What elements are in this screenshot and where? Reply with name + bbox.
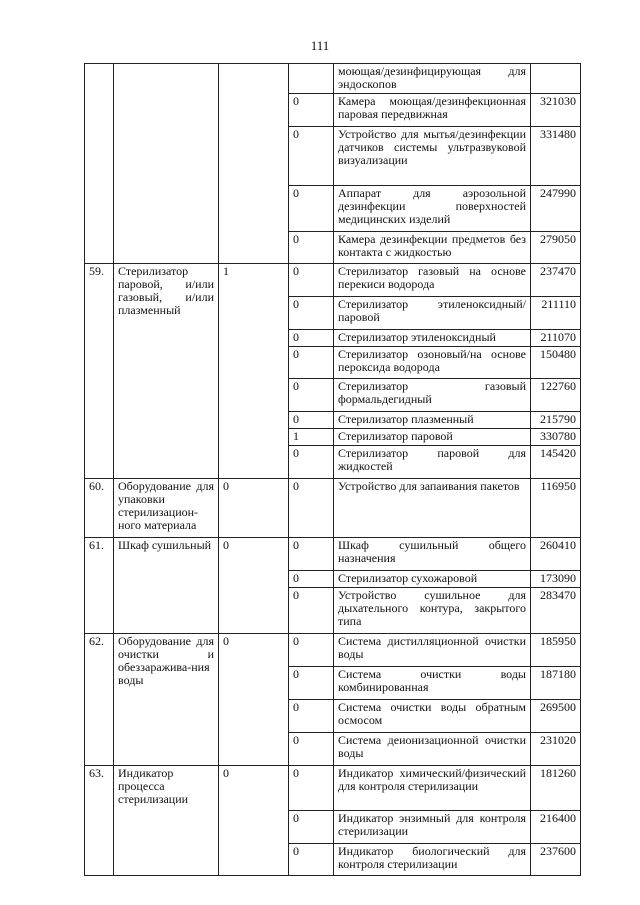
quantity-cell: 0 [289,571,334,588]
code-cell: 279050 [531,232,581,264]
row-number-cell: 60. [85,479,114,538]
equipment-name-cell [114,64,219,264]
equipment-table-body [85,64,581,876]
quantity-cell: 0 [289,94,334,127]
device-type-cell: Устройство сушильное для дыхательного контура, закрытого типа [334,588,531,634]
device-type-cell: Шкаф сушильный общего назначения [334,538,531,571]
device-type-cell: Индикатор химический/физический для контроля стерилизации [334,766,531,811]
device-type-cell: Стерилизатор этиленоксидный/паровой [334,297,531,330]
code-cell: 237470 [531,264,581,297]
code-cell: 330780 [531,429,581,446]
code-cell: 211070 [531,330,581,347]
device-type-cell: Стерилизатор газовый на основе перекиси водорода [334,264,531,297]
code-cell: 150480 [531,347,581,379]
quantity-cell: 0 [289,667,334,700]
table-row [85,634,581,667]
device-type-cell: Стерилизатор плазменный [334,412,531,429]
quantity-cell: 0 [289,347,334,379]
code-cell: 181260 [531,766,581,811]
quantity-cell: 0 [289,634,334,667]
device-type-cell: Камера дезинфекции предметов без контакта с жидкостью [334,232,531,264]
device-type-cell: Система дистилляционной очистки воды [334,634,531,667]
quantity-cell: 0 [289,379,334,412]
device-type-cell: Аппарат для аэрозольной дезинфекции поверхностей медицинских изделий [334,186,531,232]
device-type-cell: Индикатор энзимный для контроля стерилизации [334,811,531,844]
code-cell: 215790 [531,412,581,429]
table-row [85,64,581,94]
code-cell: 237600 [531,844,581,876]
row-number-cell [85,64,114,264]
code-cell: 116950 [531,479,581,538]
row-number-cell: 62. [85,634,114,766]
device-type-cell: Индикатор биологический для контроля стерилизации [334,844,531,876]
required-count-cell: 0 [219,538,289,634]
code-cell: 122760 [531,379,581,412]
quantity-cell: 0 [289,127,334,186]
table-row [85,538,581,571]
equipment-name-cell: Оборудование для упаковки стерилизацион-ного материала [114,479,219,538]
device-type-cell: Стерилизатор озоновый/на основе пероксида водорода [334,347,531,379]
page-number: 111 [310,38,330,53]
equipment-table [84,63,581,876]
code-cell: 187180 [531,667,581,700]
quantity-cell: 0 [289,588,334,634]
code-cell [531,64,581,94]
quantity-cell: 1 [289,429,334,446]
required-count-cell: 0 [219,766,289,876]
device-type-cell: Система деионизационной очистки воды [334,733,531,766]
required-count-cell: 0 [219,634,289,766]
code-cell: 260410 [531,538,581,571]
device-type-cell: Стерилизатор газовый формальдегидный [334,379,531,412]
code-cell: 211110 [531,297,581,330]
row-number-cell: 63. [85,766,114,876]
device-type-cell: Устройство для запаивания пакетов [334,479,531,538]
device-type-cell: Устройство для мытья/дезинфекции датчиков системы ультразвуковой визуализации [334,127,531,186]
device-type-cell: Система очистки воды комбинированная [334,667,531,700]
code-cell: 145420 [531,446,581,479]
quantity-cell [289,64,334,94]
row-number-cell: 61. [85,538,114,634]
quantity-cell: 0 [289,766,334,811]
quantity-cell: 0 [289,330,334,347]
quantity-cell: 0 [289,811,334,844]
equipment-name-cell: Оборудование для очистки и обеззаражива-ния воды [114,634,219,766]
quantity-cell: 0 [289,538,334,571]
code-cell: 173090 [531,571,581,588]
row-number-cell: 59. [85,264,114,479]
device-type-cell: Система очистки воды обратным осмосом [334,700,531,733]
code-cell: 216400 [531,811,581,844]
quantity-cell: 0 [289,479,334,538]
device-type-cell: Стерилизатор этиленоксидный [334,330,531,347]
quantity-cell: 0 [289,297,334,330]
code-cell: 185950 [531,634,581,667]
quantity-cell: 0 [289,446,334,479]
table-row [85,766,581,811]
quantity-cell: 0 [289,700,334,733]
quantity-cell: 0 [289,844,334,876]
device-type-cell: Стерилизатор паровой для жидкостей [334,446,531,479]
device-type-cell: моющая/дезинфицирующая для эндоскопов [334,64,531,94]
table-row [85,264,581,297]
equipment-name-cell: Шкаф сушильный [114,538,219,634]
equipment-name-cell: Индикатор процесса стерилизации [114,766,219,876]
device-type-cell: Камера моющая/дезинфекционная паровая передвижная [334,94,531,127]
equipment-name-cell: Стерилизатор паровой, и/или газовый, и/или плазменный [114,264,219,479]
code-cell: 231020 [531,733,581,766]
required-count-cell: 1 [219,264,289,479]
required-count-cell [219,64,289,264]
code-cell: 247990 [531,186,581,232]
table-row [85,479,581,538]
code-cell: 283470 [531,588,581,634]
quantity-cell: 0 [289,264,334,297]
device-type-cell: Стерилизатор паровой [334,429,531,446]
quantity-cell: 0 [289,733,334,766]
code-cell: 321030 [531,94,581,127]
quantity-cell: 0 [289,412,334,429]
code-cell: 269500 [531,700,581,733]
code-cell: 331480 [531,127,581,186]
required-count-cell: 0 [219,479,289,538]
quantity-cell: 0 [289,232,334,264]
quantity-cell: 0 [289,186,334,232]
device-type-cell: Стерилизатор сухожаровой [334,571,531,588]
